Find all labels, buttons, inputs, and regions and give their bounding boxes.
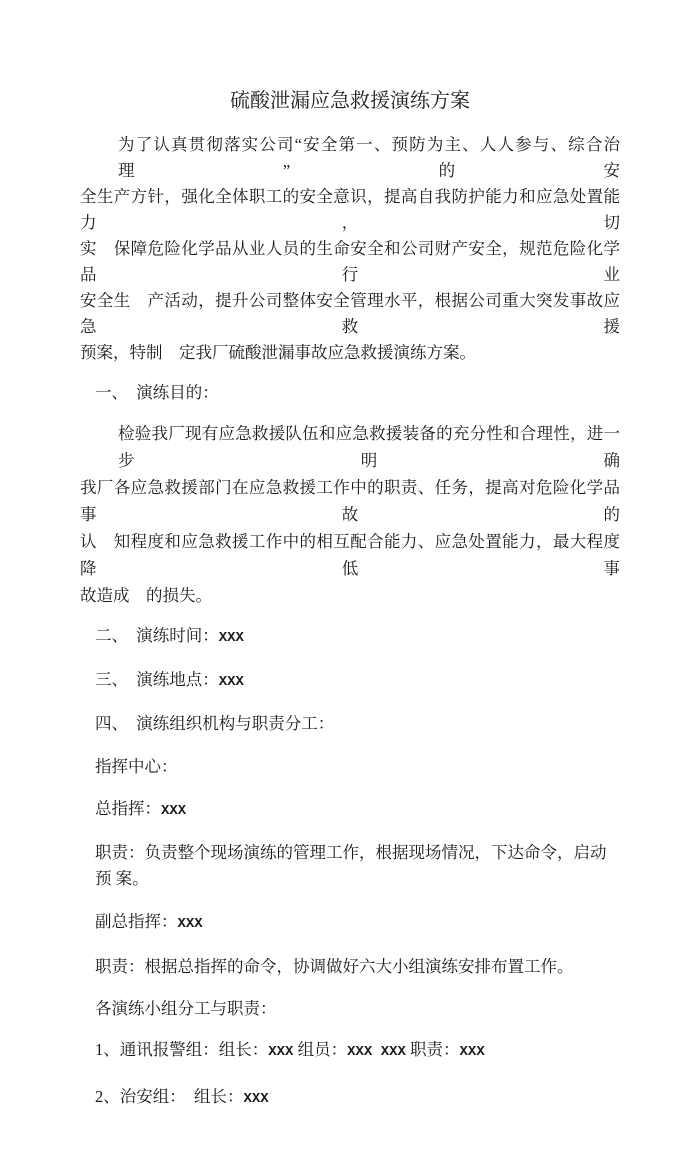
intro-line: 全生产方针，强化全体职工的安全意识，提高自我防护能力和应急处置能力，切 — [80, 187, 620, 232]
deputy-commander — [80, 909, 620, 937]
purpose-line: 故造成 的损失。 — [80, 586, 212, 605]
group1-members: XXX XXX — [347, 1044, 406, 1060]
purpose-paragraph — [80, 420, 620, 609]
chief-label: 总指挥： — [95, 799, 161, 818]
intro-line: 实 保障危险化学品从业人员的生命安全和公司财产安全，规范危险化学品行业 — [80, 239, 620, 284]
group1-duty-label: 职责： — [405, 1040, 460, 1059]
deputy-label: 副总指挥： — [95, 912, 178, 931]
section-location — [80, 667, 620, 695]
chief-commander — [80, 796, 620, 824]
group1-duty: XXX — [459, 1044, 485, 1060]
deputy-duty: 职责：根据总指挥的命令，协调做好六大小组演练安排布置工作。 — [95, 957, 574, 976]
section-heading-organization: 四、 演练组织机构与职责分工： — [95, 714, 335, 733]
group2-leader: XXX — [243, 1091, 269, 1107]
group1-members-label: 组员： — [293, 1040, 348, 1059]
intro-line: 预案，特制 定我厂硫酸泄漏事故应急救援演练方案。 — [80, 343, 476, 362]
purpose-line: 我厂各应急救援部门在应急救援工作中的职责、任务，提高对危险化学品事故的 — [80, 478, 620, 524]
purpose-line: 检验我厂现有应急救援队伍和应急救援装备的充分性和合理性，进一步明确 — [118, 424, 620, 470]
chief-value: XXX — [161, 803, 187, 819]
purpose-line: 认 知程度和应急救援工作中的相互配合能力、应急处置能力，最大程度降低事 — [80, 532, 620, 578]
intro-line: 为了认真贯彻落实公司“安全第一、预防为主、人人参与、综合治理”的安 — [118, 135, 620, 180]
section-time-label: 二、 演练时间： — [95, 626, 219, 645]
group2-label: 2、治安组： 组长： — [95, 1087, 244, 1106]
deputy-value: XXX — [177, 916, 203, 932]
section-location-label: 三、 演练地点： — [95, 670, 219, 689]
command-center-heading: 指挥中心： — [95, 757, 178, 776]
chief-duty: 职责：负责整个现场演练的管理工作，根据现场情况，下达命令，启动预 案。 — [95, 843, 607, 888]
group1-leader: XXX — [268, 1044, 294, 1060]
document-title: 硫酸泄漏应急救援演练方案 — [230, 90, 470, 112]
intro-line: 安全生 产活动，提升公司整体安全管理水平，根据公司重大突发事故应急救援 — [80, 291, 620, 336]
groups-heading: 各演练小组分工与职责： — [95, 999, 277, 1018]
group-security — [80, 1084, 620, 1112]
intro-paragraph — [80, 132, 620, 366]
section-time-value: XXX — [218, 630, 244, 646]
section-time — [80, 623, 620, 651]
section-location-value: XXX — [218, 674, 244, 690]
section-heading-purpose: 一、 演练目的： — [95, 383, 219, 402]
group-communication — [80, 1037, 620, 1065]
group1-label: 1、通讯报警组：组长： — [95, 1040, 269, 1059]
